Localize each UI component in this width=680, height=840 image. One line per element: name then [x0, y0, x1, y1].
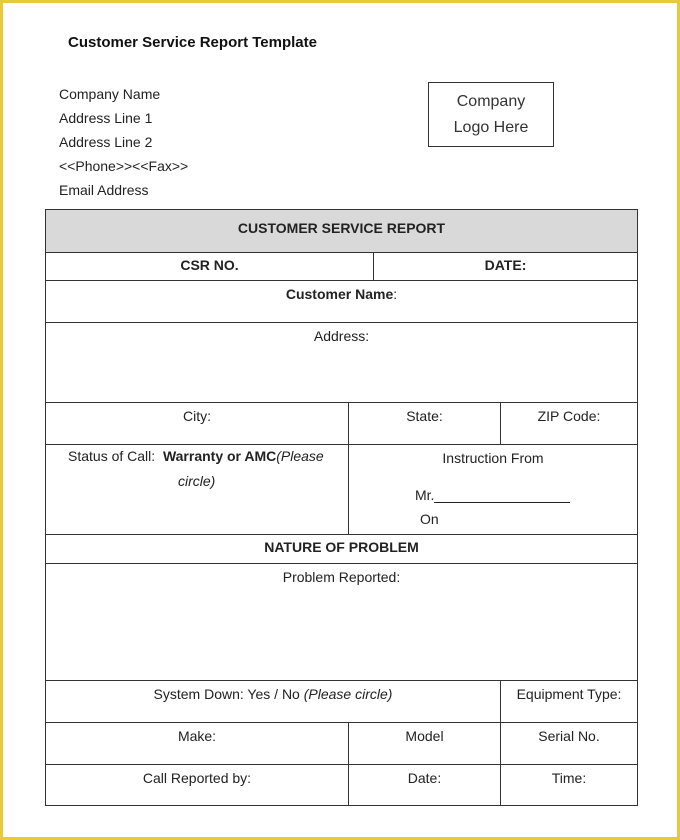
address-line-1: Address Line 1 — [59, 110, 153, 126]
status-of-call-label: Status of Call: — [68, 448, 156, 464]
logo-text-1: Company — [456, 92, 526, 110]
make-label: Make: — [177, 728, 217, 744]
row-divider — [46, 444, 637, 445]
email-address: Email Address — [59, 182, 149, 198]
row-divider — [46, 534, 637, 535]
status-of-call-line — [68, 448, 324, 464]
status-note-1: (Please — [276, 448, 324, 464]
system-down-label: System Down: Yes / No — [153, 686, 300, 702]
mr-label: Mr. — [415, 487, 435, 503]
city-label: City: — [183, 408, 211, 424]
problem-reported-label: Problem Reported: — [282, 569, 401, 585]
page-title: Customer Service Report Template — [68, 34, 317, 51]
on-label: On — [420, 511, 439, 527]
company-logo-placeholder — [428, 82, 554, 147]
instruction-from-label: Instruction From — [442, 450, 544, 466]
row-divider — [46, 680, 637, 681]
status-of-call-value: Warranty or AMC — [162, 448, 277, 464]
phone-fax: <<Phone>><<Fax>> — [59, 158, 189, 174]
call-reported-by-label: Call Reported by: — [142, 770, 252, 786]
row-divider — [46, 402, 637, 403]
csr-no-label: CSR NO. — [180, 257, 239, 273]
serial-no-label: Serial No. — [538, 728, 600, 744]
row-divider — [46, 322, 637, 323]
form-header: CUSTOMER SERVICE REPORT — [237, 220, 446, 236]
date-label: DATE: — [484, 257, 527, 273]
company-address-block — [59, 82, 189, 198]
row-divider — [46, 252, 637, 253]
customer-name-field — [46, 286, 637, 302]
row-divider — [46, 764, 637, 765]
address-line-2: Address Line 2 — [59, 134, 153, 150]
mr-underline — [434, 488, 570, 503]
row-divider — [46, 722, 637, 723]
model-label: Model — [405, 728, 444, 744]
time-label: Time: — [551, 770, 587, 786]
row-divider — [46, 563, 637, 564]
mr-line — [415, 487, 570, 503]
customer-name-label: Customer Name — [285, 286, 394, 302]
zip-label: ZIP Code: — [537, 408, 601, 424]
customer-name-colon: : — [393, 286, 398, 302]
state-label: State: — [406, 408, 443, 424]
system-down-line — [46, 686, 500, 702]
equipment-type-label: Equipment Type: — [516, 686, 622, 702]
date-2-label: Date: — [407, 770, 442, 786]
address-label: Address: — [313, 328, 370, 344]
report-form — [45, 209, 638, 806]
row-divider — [46, 280, 637, 281]
system-down-note: (Please circle) — [303, 686, 393, 702]
company-name: Company Name — [59, 86, 161, 102]
status-note-2: circle) — [178, 473, 216, 489]
logo-text-2: Logo Here — [453, 118, 529, 136]
nature-of-problem-header: NATURE OF PROBLEM — [264, 539, 419, 555]
